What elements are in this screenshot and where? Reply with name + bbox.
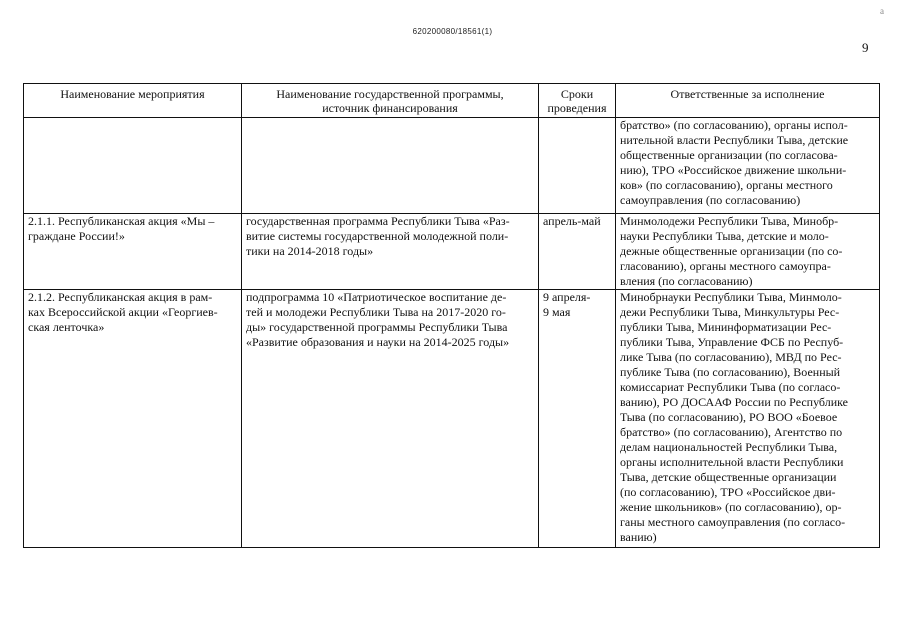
document-id-stamp: 620200080/18561(1)	[412, 27, 493, 36]
table-row	[24, 214, 880, 290]
scan-corner-mark: a	[880, 6, 884, 16]
cell-responsible: Минобрнауки Республики Тыва, Минмоло- дежи Республики Тыва, Минкультуры Рес- публики Тыва, Мининформатизации Рес- публики Тыва, Управление ФСБ по Респуб- лике Тыва (по согласованию), МВД по Рес- публике Тыва (по согласованию), Военный комиссариат Республики Тыва (по согласо- ванию), РО ДОСААФ России по Республике Тыва (по согласованию), РО ВОО «Боевое братство» (по согласованию), Агентство по делам национальностей Республики Тыва, органы исполнительной власти Республики Тыва, детские общественные организации (по согласованию), ТРО «Российское дви- жение школьников» (по согласованию), ор- ганы местного самоуправления (по согласо- ванию)	[616, 290, 880, 548]
cell-event: 2.1.2. Республиканская акция в рам- ках Всероссийской акции «Георгиев- ская ленточка»	[24, 290, 242, 548]
cell-period: апрель-май	[539, 214, 616, 290]
header-event-name: Наименование мероприятия	[24, 84, 242, 118]
table-header-row	[24, 84, 880, 118]
cell-period	[539, 118, 616, 214]
events-table	[23, 83, 880, 548]
header-responsible: Ответственные за исполнение	[616, 84, 880, 118]
page-number: 9	[862, 40, 869, 55]
cell-responsible: братство» (по согласованию), органы испол- нительной власти Республики Тыва, детские общественные организации (по согласова- нию), ТРО «Российское движение школьни- ков» (по согласованию), органы местного самоуправления (по согласованию)	[616, 118, 880, 214]
cell-responsible: Минмолодежи Республики Тыва, Минобр- науки Республики Тыва, детские и моло- дежные общественные организации (по со- гласованию), органы местного самоупра- вления (по согласованию)	[616, 214, 880, 290]
table-row	[24, 290, 880, 548]
cell-program: подпрограмма 10 «Патриотическое воспитание де- тей и молодежи Республики Тыва на 2017-2020 го- ды» государственной программы Республики Тыва «Развитие образования и науки на 2014-2025 годы»	[242, 290, 539, 548]
cell-event	[24, 118, 242, 214]
header-period: Сроки проведения	[539, 84, 616, 118]
cell-program	[242, 118, 539, 214]
cell-event: 2.1.1. Республиканская акция «Мы – граждане России!»	[24, 214, 242, 290]
table-row	[24, 118, 880, 214]
header-program-name: Наименование государственной программы, источник финансирования	[242, 84, 539, 118]
cell-period: 9 апреля- 9 мая	[539, 290, 616, 548]
cell-program: государственная программа Республики Тыва «Раз- витие системы государственной молодежной поли- тики на 2014-2018 годы»	[242, 214, 539, 290]
